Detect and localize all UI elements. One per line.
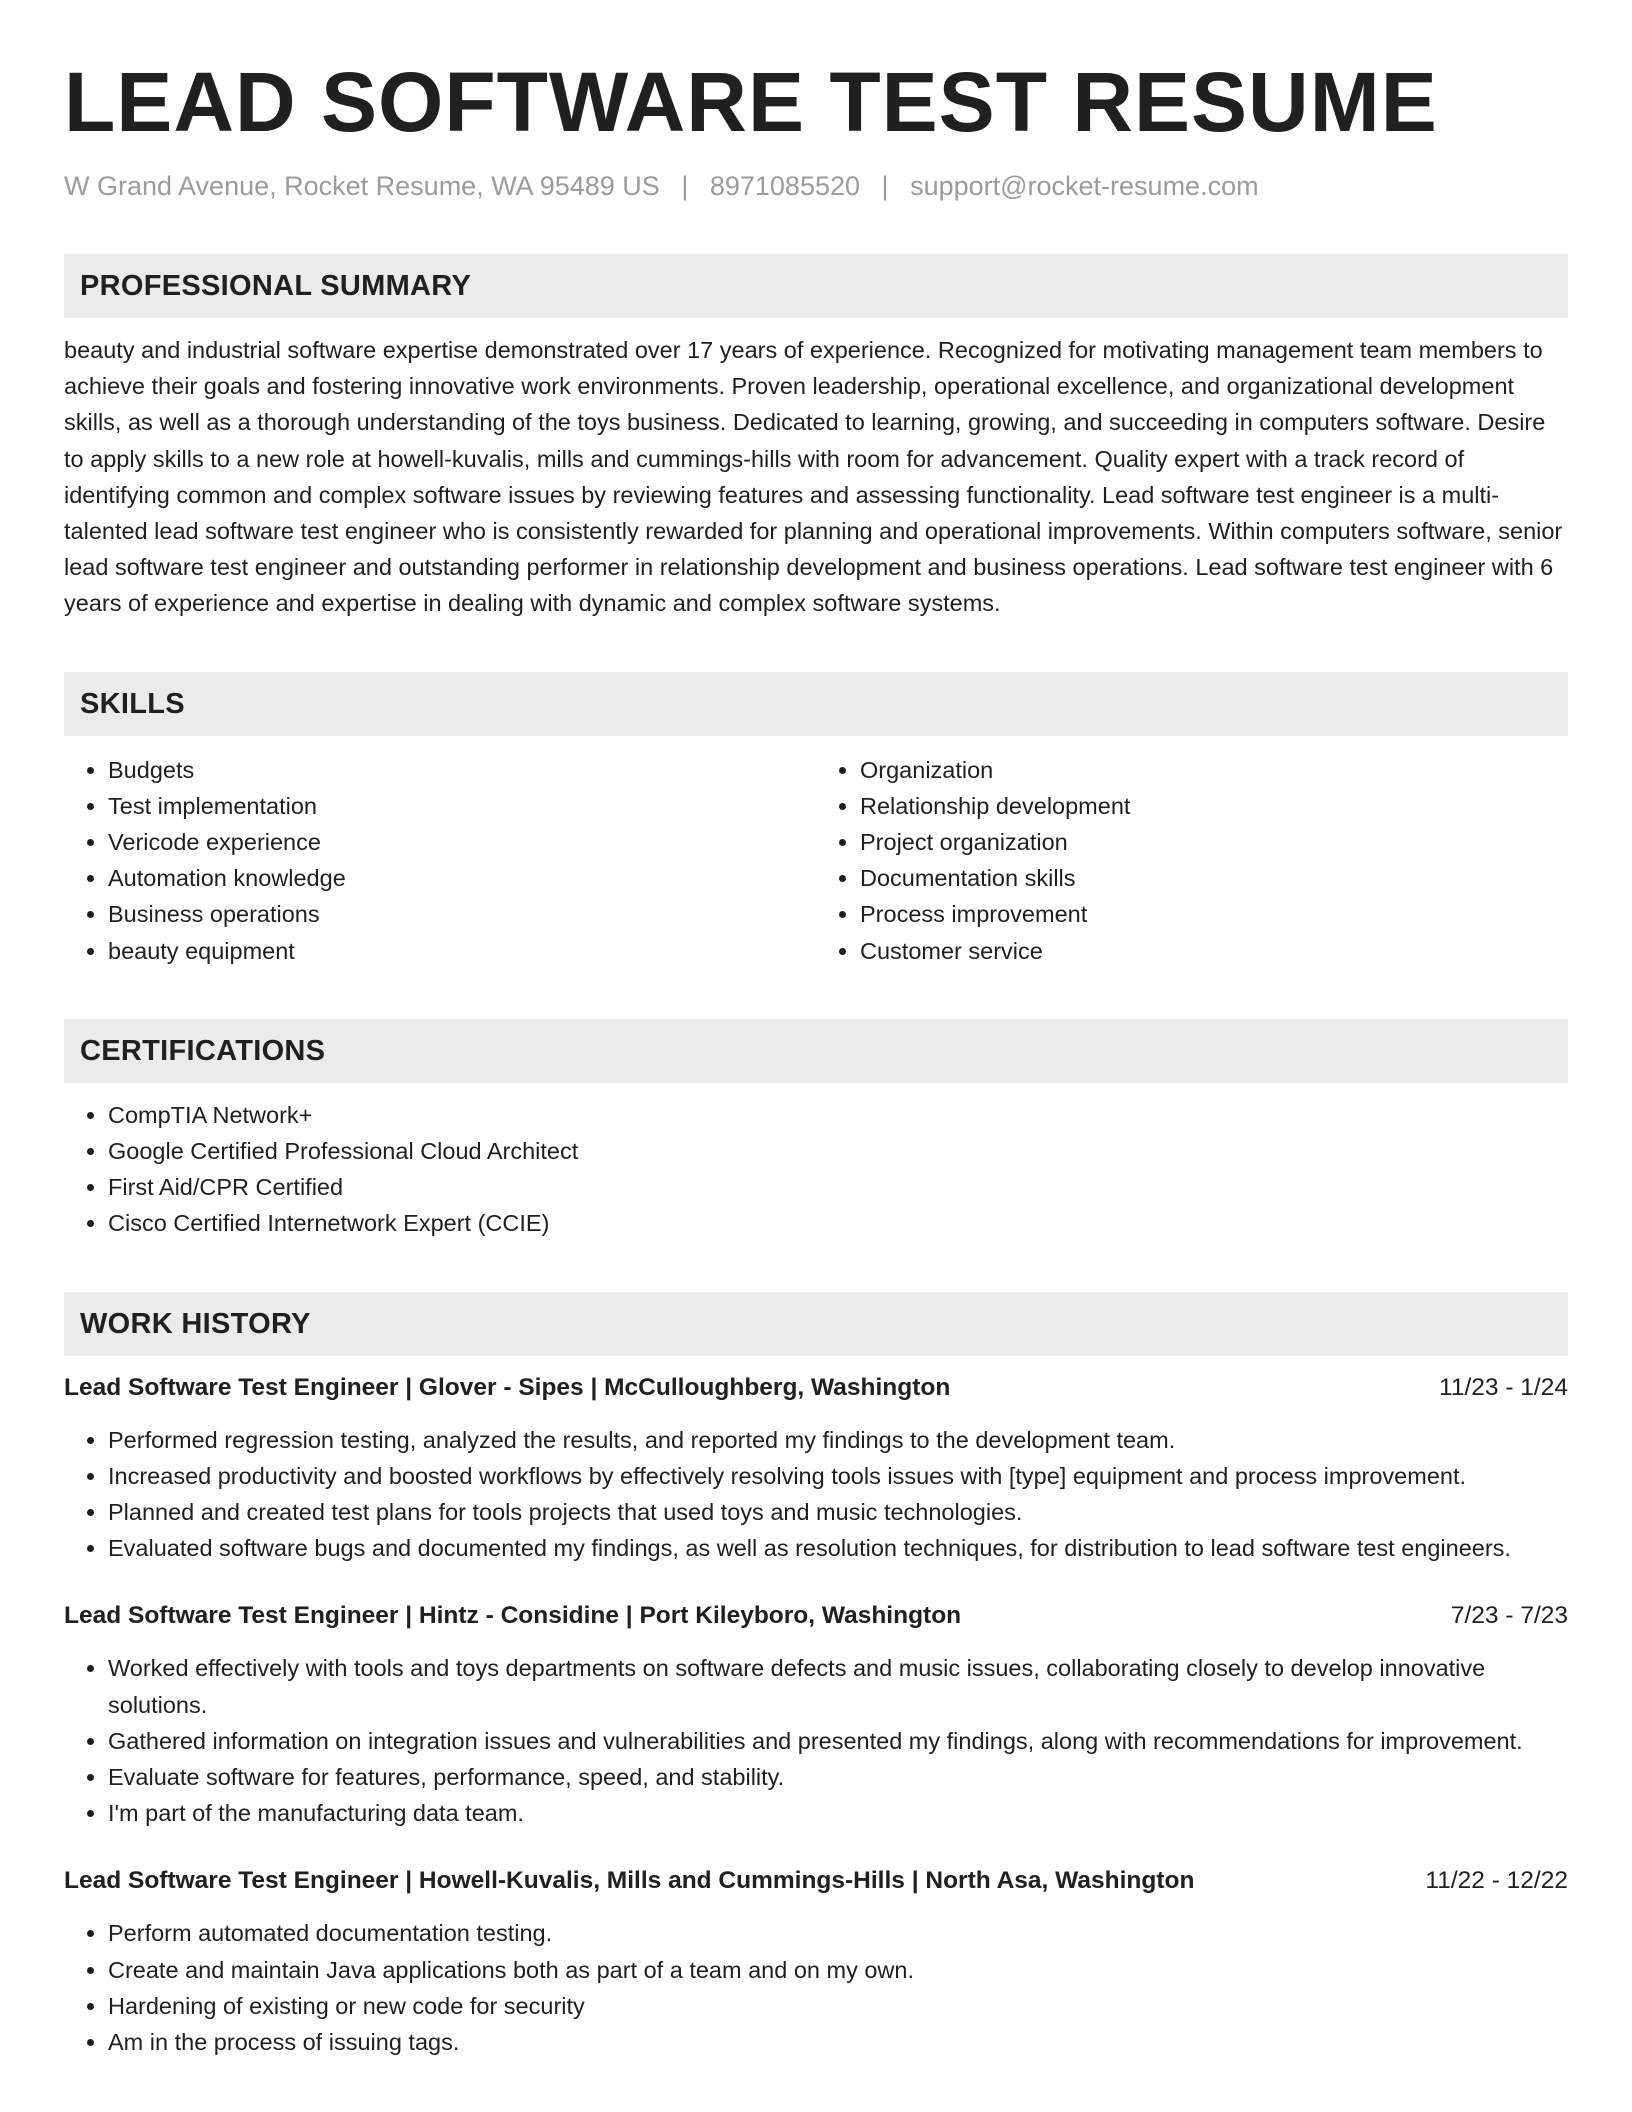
job-bullet: • Performed regression testing, analyzed the results, and reported my findings to the development team. [108,1422,1568,1458]
skill-item: • Process improvement [860,896,1568,932]
resume-title: LEAD SOFTWARE TEST RESUME [64,55,1438,149]
certification-item: • CompTIA Network+ [108,1097,1568,1133]
job-bullet: • I'm part of the manufacturing data team. [108,1795,1568,1831]
job-bullet: • Hardening of existing or new code for security [108,1988,1568,2024]
job-header [64,1370,1568,1406]
job-bullet: • Perform automated documentation testing. [108,1915,1568,1951]
summary-text: beauty and industrial software expertise demonstrated over 17 years of experience. Recognized for motivating management team members to achieve their goals and fostering innovative work environments. Proven leadership, operational excellence, and organizational development skills, as well as a thorough understanding of the toys business. Dedicated to learning, growing, and succeeding in computers software. Desire to apply skills to a new role at howell-kuvalis, mills and cummings-hills with room for advancement. Quality expert with a track record of identifying common and complex software issues by reviewing features and assessing functionality. Lead software test engineer is a multi-talented lead software test engineer who is consistently rewarded for planning and operational improvements. Within computers software, senior lead software test engineer and outstanding performer in relationship development and business operations. Lead software test engineer with 6 years of experience and expertise in dealing with dynamic and complex software systems. [64,337,1563,617]
job-bullet: • Increased productivity and boosted workflows by effectively resolving tools issues with [type] equipment and process improvement. [108,1458,1568,1494]
job-header [64,1598,1568,1634]
skill-item: • Budgets [108,752,816,788]
separator: | [881,171,889,201]
skill-item: • Relationship development [860,788,1568,824]
job-bullet: • Evaluate software for features, performance, speed, and stability. [108,1759,1568,1795]
job-title: Lead Software Test Engineer | Hintz - Considine | Port Kileyboro, Washington [64,1602,962,1630]
skill-item: • Project organization [860,824,1568,860]
skill-item: • Documentation skills [860,860,1568,896]
job-bullet: • Planned and created test plans for tools projects that used toys and music technologies. [108,1494,1568,1530]
job-dates: 11/22 - 12/22 [1425,1867,1568,1895]
job-dates: 7/23 - 7/23 [1450,1602,1568,1630]
section-heading-skills: SKILLS [64,672,1568,736]
skill-item: • Customer service [860,933,1568,969]
job-entry [64,1598,1568,1831]
job-bullet: • Evaluated software bugs and documented my findings, as well as resolution techniques, for distribution to lead software test engineers. [108,1530,1568,1566]
job-title: Lead Software Test Engineer | Glover - Sipes | McCulloughberg, Washington [64,1373,951,1401]
section-heading-certifications: CERTIFICATIONS [64,1019,1568,1083]
skill-item: • Vericode experience [108,824,816,860]
job-bullet: • Worked effectively with tools and toys departments on software defects and music issues, collaborating closely to develop innovative solutions. [108,1650,1568,1722]
job-bullets [64,1650,1568,1831]
certification-item: • Google Certified Professional Cloud Architect [108,1133,1568,1169]
job-bullet: • Create and maintain Java applications both as part of a team and on my own. [108,1952,1568,1988]
address: W Grand Avenue, Rocket Resume, WA 95489 US [64,171,660,201]
certification-item: • Cisco Certified Internetwork Expert (CCIE) [108,1205,1568,1241]
skills-column-left [64,752,816,969]
separator: | [681,171,689,201]
job-bullets [64,1915,1568,2060]
job-entry [64,1370,1568,1567]
certifications-list [64,1097,1568,1242]
job-bullet: • Am in the process of issuing tags. [108,2024,1568,2060]
skills-list [64,752,1568,969]
job-title: Lead Software Test Engineer | Howell-Kuvalis, Mills and Cummings-Hills | North Asa, Washington [64,1867,1195,1895]
work-history [64,1370,1568,2061]
skill-item: • beauty equipment [108,933,816,969]
job-bullets [64,1422,1568,1567]
phone: 8971085520 [709,171,861,201]
contact-line [64,168,1568,204]
skills-column-right [816,752,1568,969]
email: support@rocket-resume.com [910,171,1259,201]
section-heading-summary: PROFESSIONAL SUMMARY [64,254,1568,318]
skill-item: • Automation knowledge [108,860,816,896]
skill-item: • Test implementation [108,788,816,824]
certification-item: • First Aid/CPR Certified [108,1169,1568,1205]
job-bullet: • Gathered information on integration issues and vulnerabilities and presented my findings, along with recommendations for improvement. [108,1723,1568,1759]
job-header [64,1863,1568,1899]
skill-item: • Organization [860,752,1568,788]
job-entry [64,1863,1568,2060]
skill-item: • Business operations [108,896,816,932]
job-dates: 11/23 - 1/24 [1439,1373,1568,1401]
section-heading-work-history: WORK HISTORY [64,1292,1568,1356]
